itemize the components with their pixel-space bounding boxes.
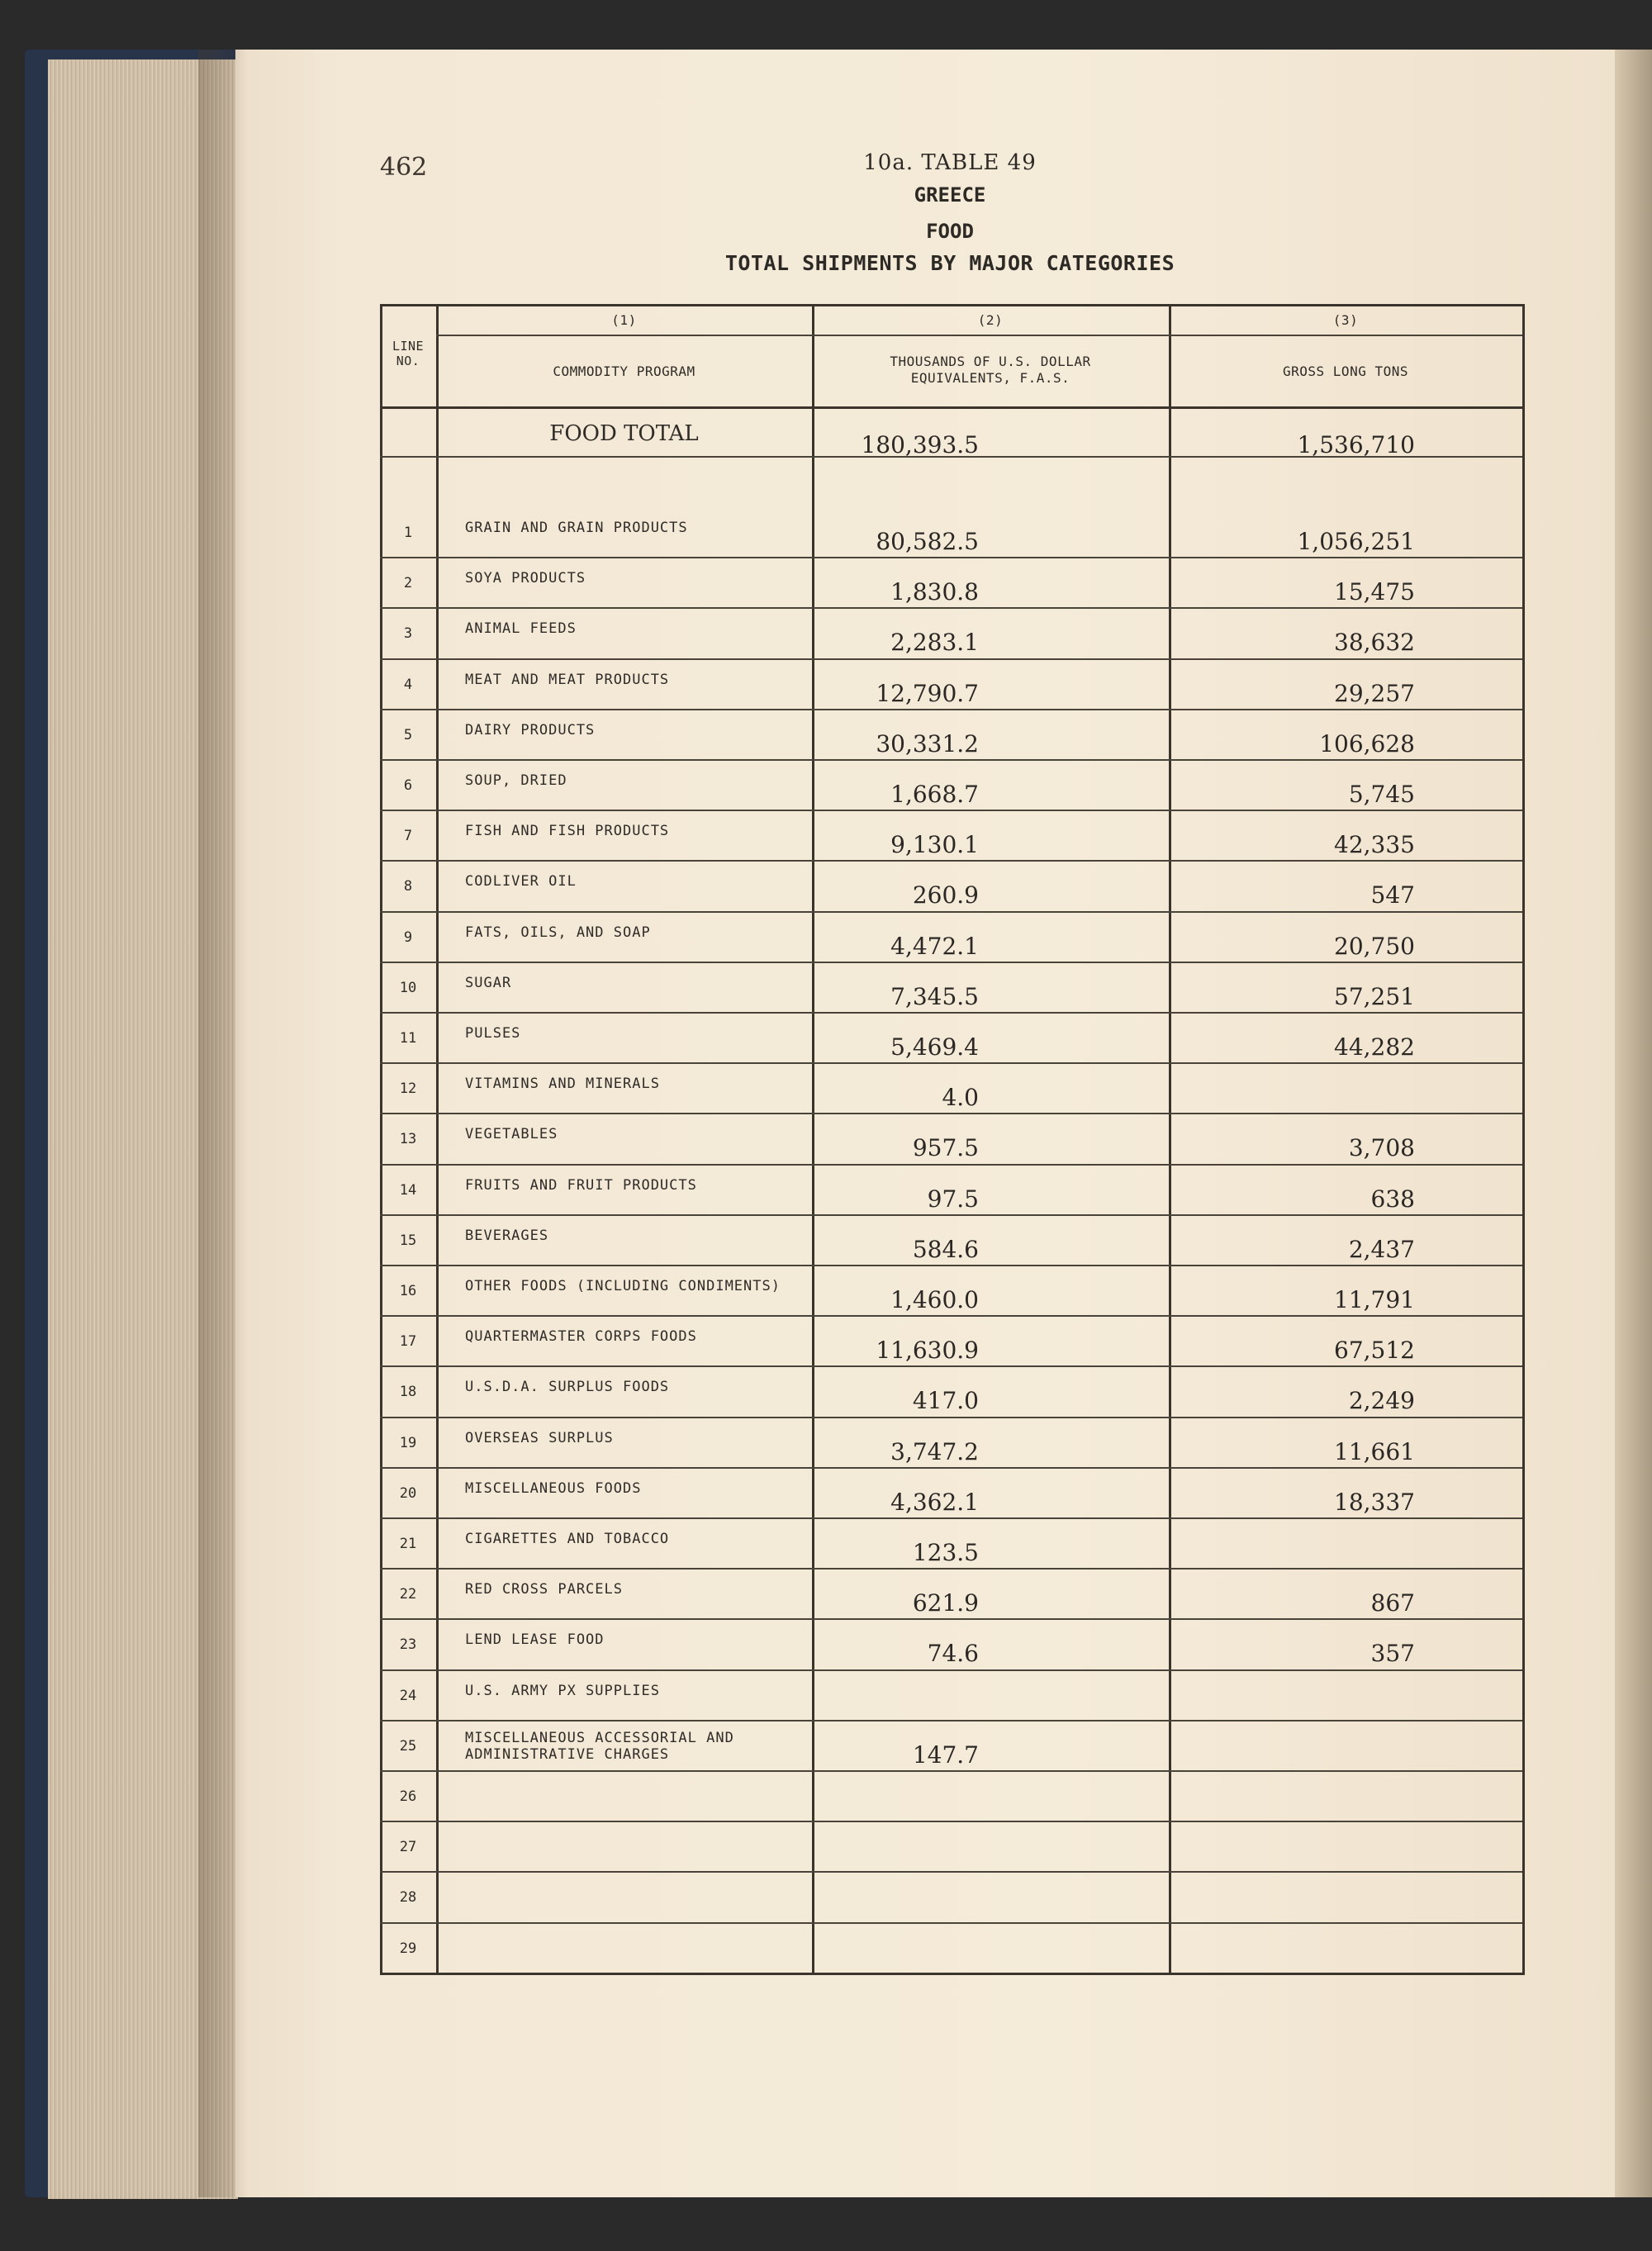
line-number: 3 [403, 625, 413, 643]
tons-value: 38,632 [1334, 629, 1415, 657]
line-number: 16 [399, 1283, 417, 1299]
line-number: 6 [403, 777, 413, 794]
row-divider [380, 1417, 1522, 1418]
column-3-number: (3) [1332, 312, 1359, 328]
commodity-name: CIGARETTES AND TOBACCO [465, 1531, 670, 1547]
tons-value: 547 [1370, 881, 1415, 909]
line-number: 14 [399, 1181, 417, 1199]
dollar-value: 74.6 [927, 1640, 979, 1668]
tons-value: 57,251 [1334, 982, 1415, 1010]
row-divider [380, 1618, 1522, 1620]
table-column-line [436, 304, 439, 1975]
row-divider [380, 1265, 1522, 1266]
row-divider [380, 1113, 1522, 1114]
commodity-name: SOUP, DRIED [465, 772, 567, 789]
commodity-name: OTHER FOODS (INCLUDING CONDIMENTS) [465, 1278, 781, 1294]
dollar-value: 9,130.1 [890, 831, 979, 859]
line-number: 7 [403, 828, 413, 845]
table-number-title: 10a. TABLE 49 [863, 150, 1037, 175]
line-number: 27 [399, 1839, 417, 1856]
commodity-name: U.S. ARMY PX SUPPLIES [465, 1682, 660, 1699]
commodity-name: MISCELLANEOUS FOODS [465, 1479, 642, 1497]
commodity-name: BEVERAGES [465, 1227, 549, 1244]
tons-value: 357 [1370, 1640, 1415, 1668]
food-total-label: FOOD TOTAL [549, 421, 699, 446]
tons-value: 638 [1370, 1185, 1415, 1213]
commodity-name: FATS, OILS, AND SOAP [465, 924, 651, 941]
row-divider [380, 1871, 1522, 1873]
dollar-value: 621.9 [912, 1589, 979, 1617]
row-divider [380, 1012, 1522, 1014]
food-total-tons: 1,536,710 [1297, 431, 1415, 458]
tons-value: 11,791 [1334, 1286, 1415, 1313]
line-number: 23 [399, 1636, 417, 1654]
page-gutter-shadow [198, 50, 248, 2197]
table-bottom-border [380, 1973, 1525, 1975]
line-number: 24 [399, 1687, 417, 1704]
row-divider [380, 709, 1522, 710]
line-number: 18 [399, 1384, 417, 1401]
line-number: 29 [399, 1940, 417, 1957]
row-divider [380, 860, 1522, 862]
column-1-number: (1) [611, 312, 637, 328]
line-number: 22 [399, 1586, 417, 1603]
tons-value: 67,512 [1334, 1337, 1415, 1365]
table-top-border [380, 304, 1525, 306]
line-number: 21 [399, 1536, 417, 1552]
row-divider [380, 1062, 1522, 1064]
book-right-edge [1615, 50, 1652, 2197]
tons-value: 29,257 [1334, 679, 1415, 707]
row-divider [380, 962, 1522, 963]
commodity-name: SOYA PRODUCTS [465, 570, 586, 587]
commodity-name: DAIRY PRODUCTS [465, 721, 596, 738]
row-divider [380, 1315, 1522, 1317]
column-2-number: (2) [977, 312, 1004, 328]
line-number: 12 [399, 1080, 417, 1098]
row-divider [380, 607, 1522, 609]
dollar-value: 260.9 [912, 881, 979, 909]
commodity-name: OVERSEAS SURPLUS [465, 1429, 614, 1446]
commodity-name: MISCELLANEOUS ACCESSORIAL AND ADMINISTRATIVE CHARGES [465, 1729, 734, 1763]
dollar-value: 97.5 [927, 1185, 979, 1213]
dollar-value: 584.6 [912, 1235, 979, 1263]
dollar-value: 4,472.1 [890, 932, 979, 960]
commodity-name: RED CROSS PARCELS [465, 1581, 623, 1598]
row-divider [380, 1517, 1522, 1519]
commodity-name: QUARTERMASTER CORPS FOODS [465, 1328, 697, 1346]
dollar-value: 7,345.5 [890, 982, 979, 1010]
tons-value: 42,335 [1334, 831, 1415, 859]
dollar-value: 11,630.9 [876, 1337, 979, 1365]
dollar-value: 5,469.4 [890, 1033, 979, 1061]
row-divider [380, 1164, 1522, 1166]
line-number: 17 [399, 1333, 417, 1351]
dollar-value: 1,830.8 [890, 578, 979, 606]
table-column-line [1522, 304, 1525, 1975]
dollar-value: 1,668.7 [890, 781, 979, 808]
line-number: 28 [399, 1889, 417, 1907]
commodity-name: GRAIN AND GRAIN PRODUCTS [465, 520, 688, 536]
dollar-value: 147.7 [912, 1740, 979, 1769]
tons-value: 2,437 [1348, 1235, 1415, 1263]
tons-value: 106,628 [1319, 729, 1415, 757]
line-number: 19 [399, 1434, 417, 1451]
tons-value: 1,056,251 [1297, 528, 1415, 555]
commodity-name: CODLIVER OIL [465, 873, 577, 890]
gross-long-tons-header: GROSS LONG TONS [1283, 363, 1408, 379]
dollar-equivalents-header: THOUSANDS OF U.S. DOLLAR EQUIVALENTS, F.A.S. [890, 354, 1091, 386]
row-divider [380, 1214, 1522, 1216]
dollar-value: 4.0 [942, 1084, 979, 1112]
line-number: 10 [399, 979, 417, 996]
tons-value: 15,475 [1334, 578, 1415, 606]
category-title: FOOD [926, 220, 974, 243]
commodity-name: VEGETABLES [465, 1126, 558, 1143]
commodity-name: ANIMAL FEEDS [465, 620, 577, 638]
row-divider [380, 810, 1522, 811]
commodity-name: PULSES [465, 1025, 521, 1042]
line-number: 2 [403, 575, 413, 592]
tons-value: 5,745 [1348, 781, 1415, 808]
row-divider [380, 557, 1522, 558]
tons-value: 11,661 [1334, 1437, 1415, 1465]
row-divider [380, 1720, 1522, 1721]
dollar-value: 1,460.0 [890, 1286, 979, 1313]
tons-value: 3,708 [1348, 1134, 1415, 1162]
commodity-name: SUGAR [465, 974, 512, 991]
header-divider [436, 335, 1522, 336]
row-divider [380, 1669, 1522, 1671]
tons-value: 2,249 [1348, 1387, 1415, 1415]
row-divider [380, 1770, 1522, 1772]
food-total-dollars: 180,393.5 [861, 431, 979, 458]
line-number-header: LINE NO. [392, 339, 425, 368]
dollar-value: 30,331.2 [876, 729, 979, 757]
dollar-value: 123.5 [912, 1539, 979, 1566]
commodity-name: MEAT AND MEAT PRODUCTS [465, 671, 670, 688]
line-number: 11 [399, 1030, 417, 1047]
line-number: 26 [399, 1788, 417, 1805]
dollar-value: 4,362.1 [890, 1488, 979, 1516]
row-divider [380, 1568, 1522, 1570]
row-divider [380, 1821, 1522, 1822]
tons-value: 18,337 [1334, 1488, 1415, 1516]
commodity-name: FRUITS AND FRUIT PRODUCTS [465, 1176, 697, 1194]
commodity-name: FISH AND FISH PRODUCTS [465, 823, 670, 840]
tons-value: 44,282 [1334, 1033, 1415, 1061]
tons-value: 867 [1370, 1589, 1415, 1617]
line-number: 20 [399, 1484, 417, 1502]
row-divider [380, 658, 1522, 660]
dollar-value: 12,790.7 [876, 679, 979, 707]
line-number: 15 [399, 1232, 417, 1249]
line-number: 8 [403, 878, 413, 895]
page-number: 462 [380, 153, 428, 182]
table-column-line [380, 304, 382, 1975]
line-number: 13 [399, 1131, 417, 1148]
dollar-value: 417.0 [912, 1387, 979, 1415]
header-bottom-border [380, 406, 1525, 409]
dollar-value: 957.5 [912, 1134, 979, 1162]
dollar-value: 2,283.1 [890, 629, 979, 657]
row-divider [380, 759, 1522, 761]
line-number: 1 [403, 525, 413, 541]
commodity-name: VITAMINS AND MINERALS [465, 1076, 660, 1093]
line-number: 25 [399, 1737, 417, 1755]
tons-value: 20,750 [1334, 932, 1415, 960]
line-number: 5 [403, 726, 413, 743]
line-number: 4 [403, 676, 413, 693]
line-number: 9 [403, 928, 413, 946]
dollar-value: 3,747.2 [890, 1437, 979, 1465]
table-subtitle: TOTAL SHIPMENTS BY MAJOR CATEGORIES [724, 251, 1175, 275]
commodity-name: LEND LEASE FOOD [465, 1631, 605, 1649]
row-divider [380, 1365, 1522, 1367]
row-divider [380, 911, 1522, 913]
country-title: GREECE [914, 183, 986, 207]
row-divider [380, 1467, 1522, 1469]
commodity-program-header: COMMODITY PROGRAM [553, 363, 695, 379]
commodity-name: U.S.D.A. SURPLUS FOODS [465, 1379, 670, 1396]
dollar-value: 80,582.5 [876, 528, 979, 555]
row-divider [380, 1922, 1522, 1924]
